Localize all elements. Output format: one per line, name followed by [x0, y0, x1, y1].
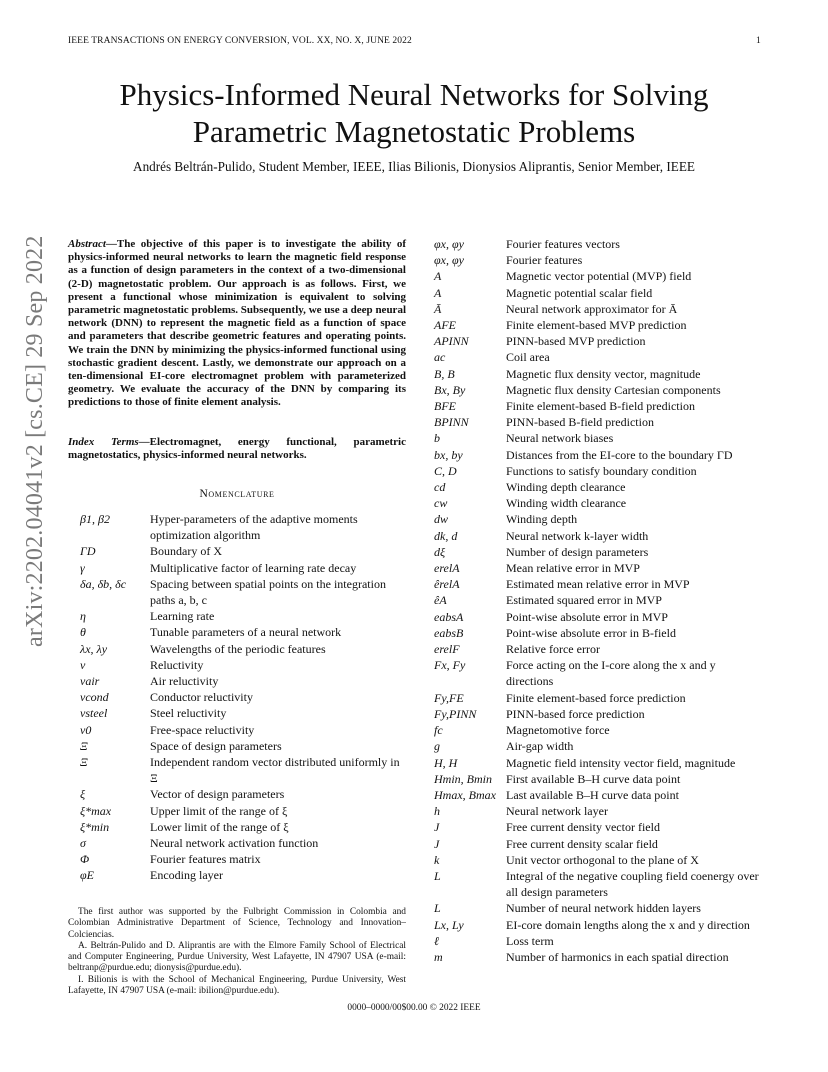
nomenclature-symbol: νcond — [80, 690, 109, 705]
nomenclature-definition: Multiplicative factor of learning rate decay — [150, 560, 357, 575]
nomenclature-symbol: Hmin, Bmin — [434, 771, 492, 786]
nomenclature-definition: Coil area — [506, 350, 550, 365]
nomenclature-symbol: H, H — [434, 755, 458, 770]
nomenclature-symbol: σ — [80, 836, 86, 851]
nomenclature-definition: Magnetic vector potential (MVP) field — [506, 269, 692, 284]
nomenclature-definition: Upper limit of the range of ξ — [150, 803, 288, 818]
nomenclature-symbol: J — [434, 836, 440, 851]
nomenclature-definition: Magnetic flux density Cartesian components — [506, 382, 721, 397]
arxiv-stamp: arXiv:2202.04041v2 [cs.CE] 29 Sep 2022 — [22, 235, 48, 647]
nomenclature-definition: Unit vector orthogonal to the plane of X — [506, 852, 699, 867]
copyright-line: 0000–0000/00$00.00 © 2022 IEEE — [347, 1003, 481, 1013]
nomenclature-entry — [80, 738, 410, 754]
nomenclature-symbol: φE — [80, 868, 94, 883]
page-number: 1 — [756, 36, 761, 46]
nomenclature-entry — [434, 511, 764, 527]
nomenclature-entry — [434, 771, 764, 787]
nomenclature-definition: Fourier features matrix — [150, 852, 261, 867]
nomenclature-entry — [434, 560, 764, 576]
nomenclature-entry — [434, 819, 764, 835]
nomenclature-symbol: ξ*min — [80, 819, 110, 834]
nomenclature-entry — [80, 803, 410, 819]
nomenclature-entry — [434, 625, 764, 641]
nomenclature-entry — [80, 851, 410, 867]
index-terms-lead: Index Terms — [68, 436, 139, 448]
nomenclature-symbol: dk, d — [434, 528, 458, 543]
title-line-2: Parametric Magnetostatic Problems — [192, 114, 636, 149]
nomenclature-entry — [434, 722, 764, 738]
nomenclature-heading: Nomenclature — [199, 488, 275, 500]
nomenclature-entry — [434, 738, 764, 754]
nomenclature-symbol: APINN — [434, 334, 469, 349]
nomenclature-definition: Point-wise absolute error in B-field — [506, 625, 676, 640]
nomenclature-symbol: k — [434, 852, 440, 867]
nomenclature-symbol: Lx, Ly — [434, 917, 464, 932]
nomenclature-entry — [434, 852, 764, 868]
nomenclature-entry — [80, 511, 410, 543]
nomenclature-entry — [80, 608, 410, 624]
nomenclature-definition: Finite element-based force prediction — [506, 690, 686, 705]
nomenclature-entry — [434, 528, 764, 544]
nomenclature-symbol: Hmax, Bmax — [434, 787, 496, 802]
footnote-affiliation-2: I. Bilionis is with the School of Mechanical Engineering, Purdue University, West Lafayette, IN 47907 USA (e-mail: ibilion@purdue.edu). — [68, 974, 406, 997]
title-line-1: Physics-Informed Neural Networks for Solving — [119, 77, 709, 112]
nomenclature-symbol: φx, φy — [434, 237, 464, 251]
nomenclature-symbol: BPINN — [434, 415, 469, 430]
nomenclature-entry — [434, 479, 764, 495]
nomenclature-definition: Free-space reluctivity — [150, 722, 255, 737]
nomenclature-symbol: C, D — [434, 463, 457, 478]
nomenclature-symbol: dw — [434, 512, 449, 527]
nomenclature-symbol: Fy,FE — [434, 690, 464, 705]
nomenclature-definition: Wavelengths of the periodic features — [150, 641, 326, 656]
nomenclature-symbol: b — [434, 431, 440, 446]
nomenclature-definition: Distances from the EI-core to the boundary ΓD — [506, 447, 733, 462]
nomenclature-entry — [434, 495, 764, 511]
nomenclature-definition: Neural network layer — [506, 804, 608, 819]
nomenclature-definition: Conductor reluctivity — [150, 690, 253, 705]
nomenclature-symbol: ℓ — [434, 933, 439, 948]
nomenclature-symbol: ΓD — [80, 544, 96, 559]
nomenclature-definition: Neural network biases — [506, 431, 614, 446]
footnotes — [68, 907, 406, 997]
nomenclature-symbol: erelA — [434, 561, 460, 576]
nomenclature-definition: Winding width clearance — [506, 496, 627, 511]
nomenclature-symbol: g — [434, 739, 440, 754]
nomenclature-symbol: θ — [80, 625, 86, 640]
nomenclature-entry — [434, 836, 764, 852]
nomenclature-definition: Number of design parameters — [506, 544, 649, 559]
paper-title — [60, 76, 768, 150]
nomenclature-definition: Encoding layer — [150, 868, 223, 883]
nomenclature-symbol: Ξ — [80, 738, 88, 753]
nomenclature-definition: Number of harmonics in each spatial direction — [506, 949, 729, 964]
index-terms — [68, 436, 406, 462]
nomenclature-entry — [434, 576, 764, 592]
nomenclature-entry — [434, 430, 764, 446]
nomenclature-entry — [434, 236, 764, 252]
nomenclature-definition: PINN-based force prediction — [506, 706, 645, 721]
nomenclature-entry — [434, 463, 764, 479]
nomenclature-entry — [434, 268, 764, 284]
nomenclature-symbol: h — [434, 804, 440, 819]
nomenclature-definition: Neural network approximator for Ā — [506, 301, 678, 316]
nomenclature-symbol: B, B — [434, 366, 455, 381]
nomenclature-definition: Neural network activation function — [150, 836, 319, 851]
nomenclature-definition: Fourier features — [506, 253, 583, 268]
nomenclature-symbol: cw — [434, 496, 448, 511]
nomenclature-entry — [80, 641, 410, 657]
nomenclature-definition: Independent random vector distributed uniformly in Ξ — [150, 755, 400, 786]
nomenclature-definition: PINN-based MVP prediction — [506, 334, 646, 349]
nomenclature-entry — [434, 592, 764, 608]
nomenclature-definition: Loss term — [506, 933, 554, 948]
nomenclature-entry — [434, 900, 764, 916]
nomenclature-definition: Hyper-parameters of the adaptive moments optimization algorithm — [150, 512, 358, 543]
nomenclature-entry — [80, 867, 410, 883]
nomenclature-entry — [434, 366, 764, 382]
nomenclature-entry — [80, 819, 410, 835]
nomenclature-definition: Fourier features vectors — [506, 237, 620, 251]
nomenclature-entry — [434, 933, 764, 949]
nomenclature-symbol: cd — [434, 480, 446, 495]
nomenclature-symbol: ξ*max — [80, 803, 112, 818]
nomenclature-definition: Finite element-based B-field prediction — [506, 399, 695, 414]
nomenclature-definition: Number of neural network hidden layers — [506, 901, 701, 916]
nomenclature-definition: Estimated squared error in MVP — [506, 593, 662, 608]
nomenclature-entry — [434, 414, 764, 430]
nomenclature-definition: Tunable parameters of a neural network — [150, 625, 342, 640]
nomenclature-definition: Air-gap width — [506, 739, 574, 754]
nomenclature-definition: Magnetic potential scalar field — [506, 285, 653, 300]
nomenclature-symbol: A — [434, 269, 442, 284]
nomenclature-symbol: ν0 — [80, 722, 92, 737]
nomenclature-definition: Integral of the negative coupling field coenergy over all design parameters — [506, 868, 759, 900]
nomenclature-entry — [80, 705, 410, 721]
nomenclature-definition: Free current density scalar field — [506, 836, 658, 851]
nomenclature-definition: Magnetomotive force — [506, 723, 610, 738]
nomenclature-entry — [80, 576, 410, 608]
nomenclature-entry — [434, 317, 764, 333]
nomenclature-entry — [434, 285, 764, 301]
nomenclature-definition: Neural network k-layer width — [506, 528, 649, 543]
footnote-funding: The first author was supported by the Fulbright Commission in Colombia and Colombian Administrative Department of Science, Technology and Innovation–Colciencias. — [68, 907, 406, 940]
nomenclature-definition: First available B–H curve data point — [506, 771, 681, 786]
author-list: Andrés Beltrán-Pulido, Student Member, IEEE, Ilias Bilionis, Dionysios Aliprantis, Senior Member, IEEE — [133, 159, 695, 174]
nomenclature-definition: Lower limit of the range of ξ — [150, 819, 289, 834]
nomenclature-definition: Learning rate — [150, 609, 215, 624]
nomenclature-symbol: eabsA — [434, 609, 464, 624]
nomenclature-definition: Boundary of X — [150, 544, 222, 559]
nomenclature-symbol: erelF — [434, 642, 460, 657]
nomenclature-entry — [80, 689, 410, 705]
nomenclature-definition: Winding depth — [506, 512, 578, 527]
nomenclature-definition: Magnetic field intensity vector field, magnitude — [506, 755, 736, 770]
nomenclature-definition: Reluctivity — [150, 657, 204, 672]
nomenclature-symbol: Ā — [434, 301, 442, 316]
nomenclature-symbol: BFE — [434, 399, 456, 414]
nomenclature-symbol: L — [434, 901, 441, 916]
nomenclature-entry — [80, 657, 410, 673]
nomenclature-definition: Last available B–H curve data point — [506, 787, 679, 802]
nomenclature-entry — [80, 673, 410, 689]
nomenclature-symbol: A — [434, 285, 442, 300]
nomenclature-entry — [434, 690, 764, 706]
nomenclature-definition: Winding depth clearance — [506, 480, 626, 495]
nomenclature-entry — [434, 301, 764, 317]
nomenclature-symbol: m — [434, 949, 443, 964]
nomenclature-symbol: bx, by — [434, 447, 463, 462]
nomenclature-symbol: φx, φy — [434, 253, 464, 268]
nomenclature-symbol: Φ — [80, 852, 90, 867]
nomenclature-entry — [434, 868, 764, 900]
nomenclature-symbol: dξ — [434, 544, 446, 559]
nomenclature-entry — [434, 333, 764, 349]
nomenclature-entry — [434, 803, 764, 819]
nomenclature-entry — [434, 949, 764, 965]
nomenclature-symbol: AFE — [434, 318, 456, 333]
abstract-text: —The objective of this paper is to investigate the ability of physics-informed neural networks to learn the magnetic field response as a function of design parameters in the context of a two-dimensional (2-D) magnetostatic problem. Our approach is as follows. First, we present a functional whose minimization is equivalent to solving parametric magnetostatic problems. Subsequently, we use a deep neural network (DNN) to represent the magnetic field as a function of space and parameters that describe geometric features and operating points. We train the DNN by minimizing the physics-informed functional using stochastic gradient descent. Lastly, we demonstrate our approach on a ten-dimensional EI-core electromagnet problem with parameterized geometry. We evaluate the accuracy of the DNN by comparing its predictions to those of finite element analysis. — [68, 238, 406, 409]
nomenclature-entry — [80, 624, 410, 640]
nomenclature-symbol: êrelA — [434, 577, 460, 592]
nomenclature-entry — [434, 917, 764, 933]
nomenclature-definition: Magnetic flux density vector, magnitude — [506, 366, 701, 381]
nomenclature-entry — [434, 609, 764, 625]
nomenclature-definition: Point-wise absolute error in MVP — [506, 609, 668, 624]
footnote-affiliation-1: A. Beltrán-Pulido and D. Aliprantis are with the Elmore Family School of Electrical and Computer Engineering, Purdue University, West Lafayette, IN 47907 USA (e-mail: beltranp@purdue.edu; dionysis@purdue.edu). — [68, 940, 406, 974]
nomenclature-symbol: ν — [80, 657, 86, 672]
nomenclature-symbol: Bx, By — [434, 382, 466, 397]
nomenclature-entry — [434, 706, 764, 722]
nomenclature-symbol: Ξ — [80, 755, 88, 770]
nomenclature-definition: Finite element-based MVP prediction — [506, 318, 687, 333]
nomenclature-symbol: ac — [434, 350, 446, 365]
nomenclature-entry — [434, 657, 764, 689]
nomenclature-symbol: η — [80, 609, 86, 624]
nomenclature-entry — [434, 641, 764, 657]
nomenclature-definition: Free current density vector field — [506, 820, 660, 835]
nomenclature-entry — [80, 722, 410, 738]
nomenclature-symbol: êA — [434, 593, 447, 608]
nomenclature-entry — [80, 543, 410, 559]
nomenclature-list-right — [434, 236, 764, 965]
nomenclature-symbol: J — [434, 820, 440, 835]
nomenclature-definition: Estimated mean relative error in MVP — [506, 577, 690, 592]
nomenclature-entry — [80, 560, 410, 576]
nomenclature-entry — [80, 786, 410, 802]
nomenclature-symbol: Fy,PINN — [434, 706, 477, 721]
nomenclature-definition: Functions to satisfy boundary condition — [506, 463, 697, 478]
nomenclature-symbol: L — [434, 868, 441, 883]
nomenclature-symbol: fc — [434, 723, 443, 738]
nomenclature-definition: Relative force error — [506, 642, 600, 657]
nomenclature-symbol: γ — [80, 560, 85, 575]
nomenclature-definition: EI-core domain lengths along the x and y direction — [506, 917, 750, 932]
nomenclature-definition: Space of design parameters — [150, 738, 282, 753]
running-head: IEEE TRANSACTIONS ON ENERGY CONVERSION, VOL. XX, NO. X, JUNE 2022 — [68, 36, 412, 46]
nomenclature-list-left — [80, 511, 410, 884]
abstract-lead: Abstract — [68, 238, 106, 250]
nomenclature-symbol: νair — [80, 674, 100, 689]
nomenclature-definition: Steel reluctivity — [150, 706, 227, 721]
nomenclature-entry — [434, 382, 764, 398]
nomenclature-symbol: Fx, Fy — [434, 658, 466, 673]
nomenclature-entry — [434, 398, 764, 414]
nomenclature-symbol: νsteel — [80, 706, 108, 721]
nomenclature-definition: PINN-based B-field prediction — [506, 415, 654, 430]
nomenclature-definition: Mean relative error in MVP — [506, 561, 640, 576]
nomenclature-definition: Spacing between spatial points on the integration paths a, b, c — [150, 576, 386, 608]
nomenclature-definition: Vector of design parameters — [150, 787, 285, 802]
nomenclature-entry — [434, 787, 764, 803]
nomenclature-entry — [434, 755, 764, 771]
index-terms-text: —Electromagnet, energy functional, parametric magnetostatics, physics-informed neural networks. — [68, 436, 406, 462]
nomenclature-entry — [434, 252, 764, 268]
nomenclature-symbol: β1, β2 — [80, 512, 110, 526]
nomenclature-entry — [434, 349, 764, 365]
nomenclature-entry — [80, 835, 410, 851]
nomenclature-entry — [80, 754, 410, 786]
nomenclature-entry — [434, 447, 764, 463]
nomenclature-symbol: ξ — [80, 787, 86, 802]
abstract — [68, 238, 406, 410]
nomenclature-symbol: λx, λy — [80, 641, 108, 656]
nomenclature-definition: Air reluctivity — [150, 674, 219, 689]
nomenclature-symbol: δa, δb, δc — [80, 576, 127, 591]
nomenclature-entry — [434, 544, 764, 560]
nomenclature-definition: Force acting on the I-core along the x and y directions — [506, 658, 716, 689]
nomenclature-symbol: eabsB — [434, 625, 464, 640]
